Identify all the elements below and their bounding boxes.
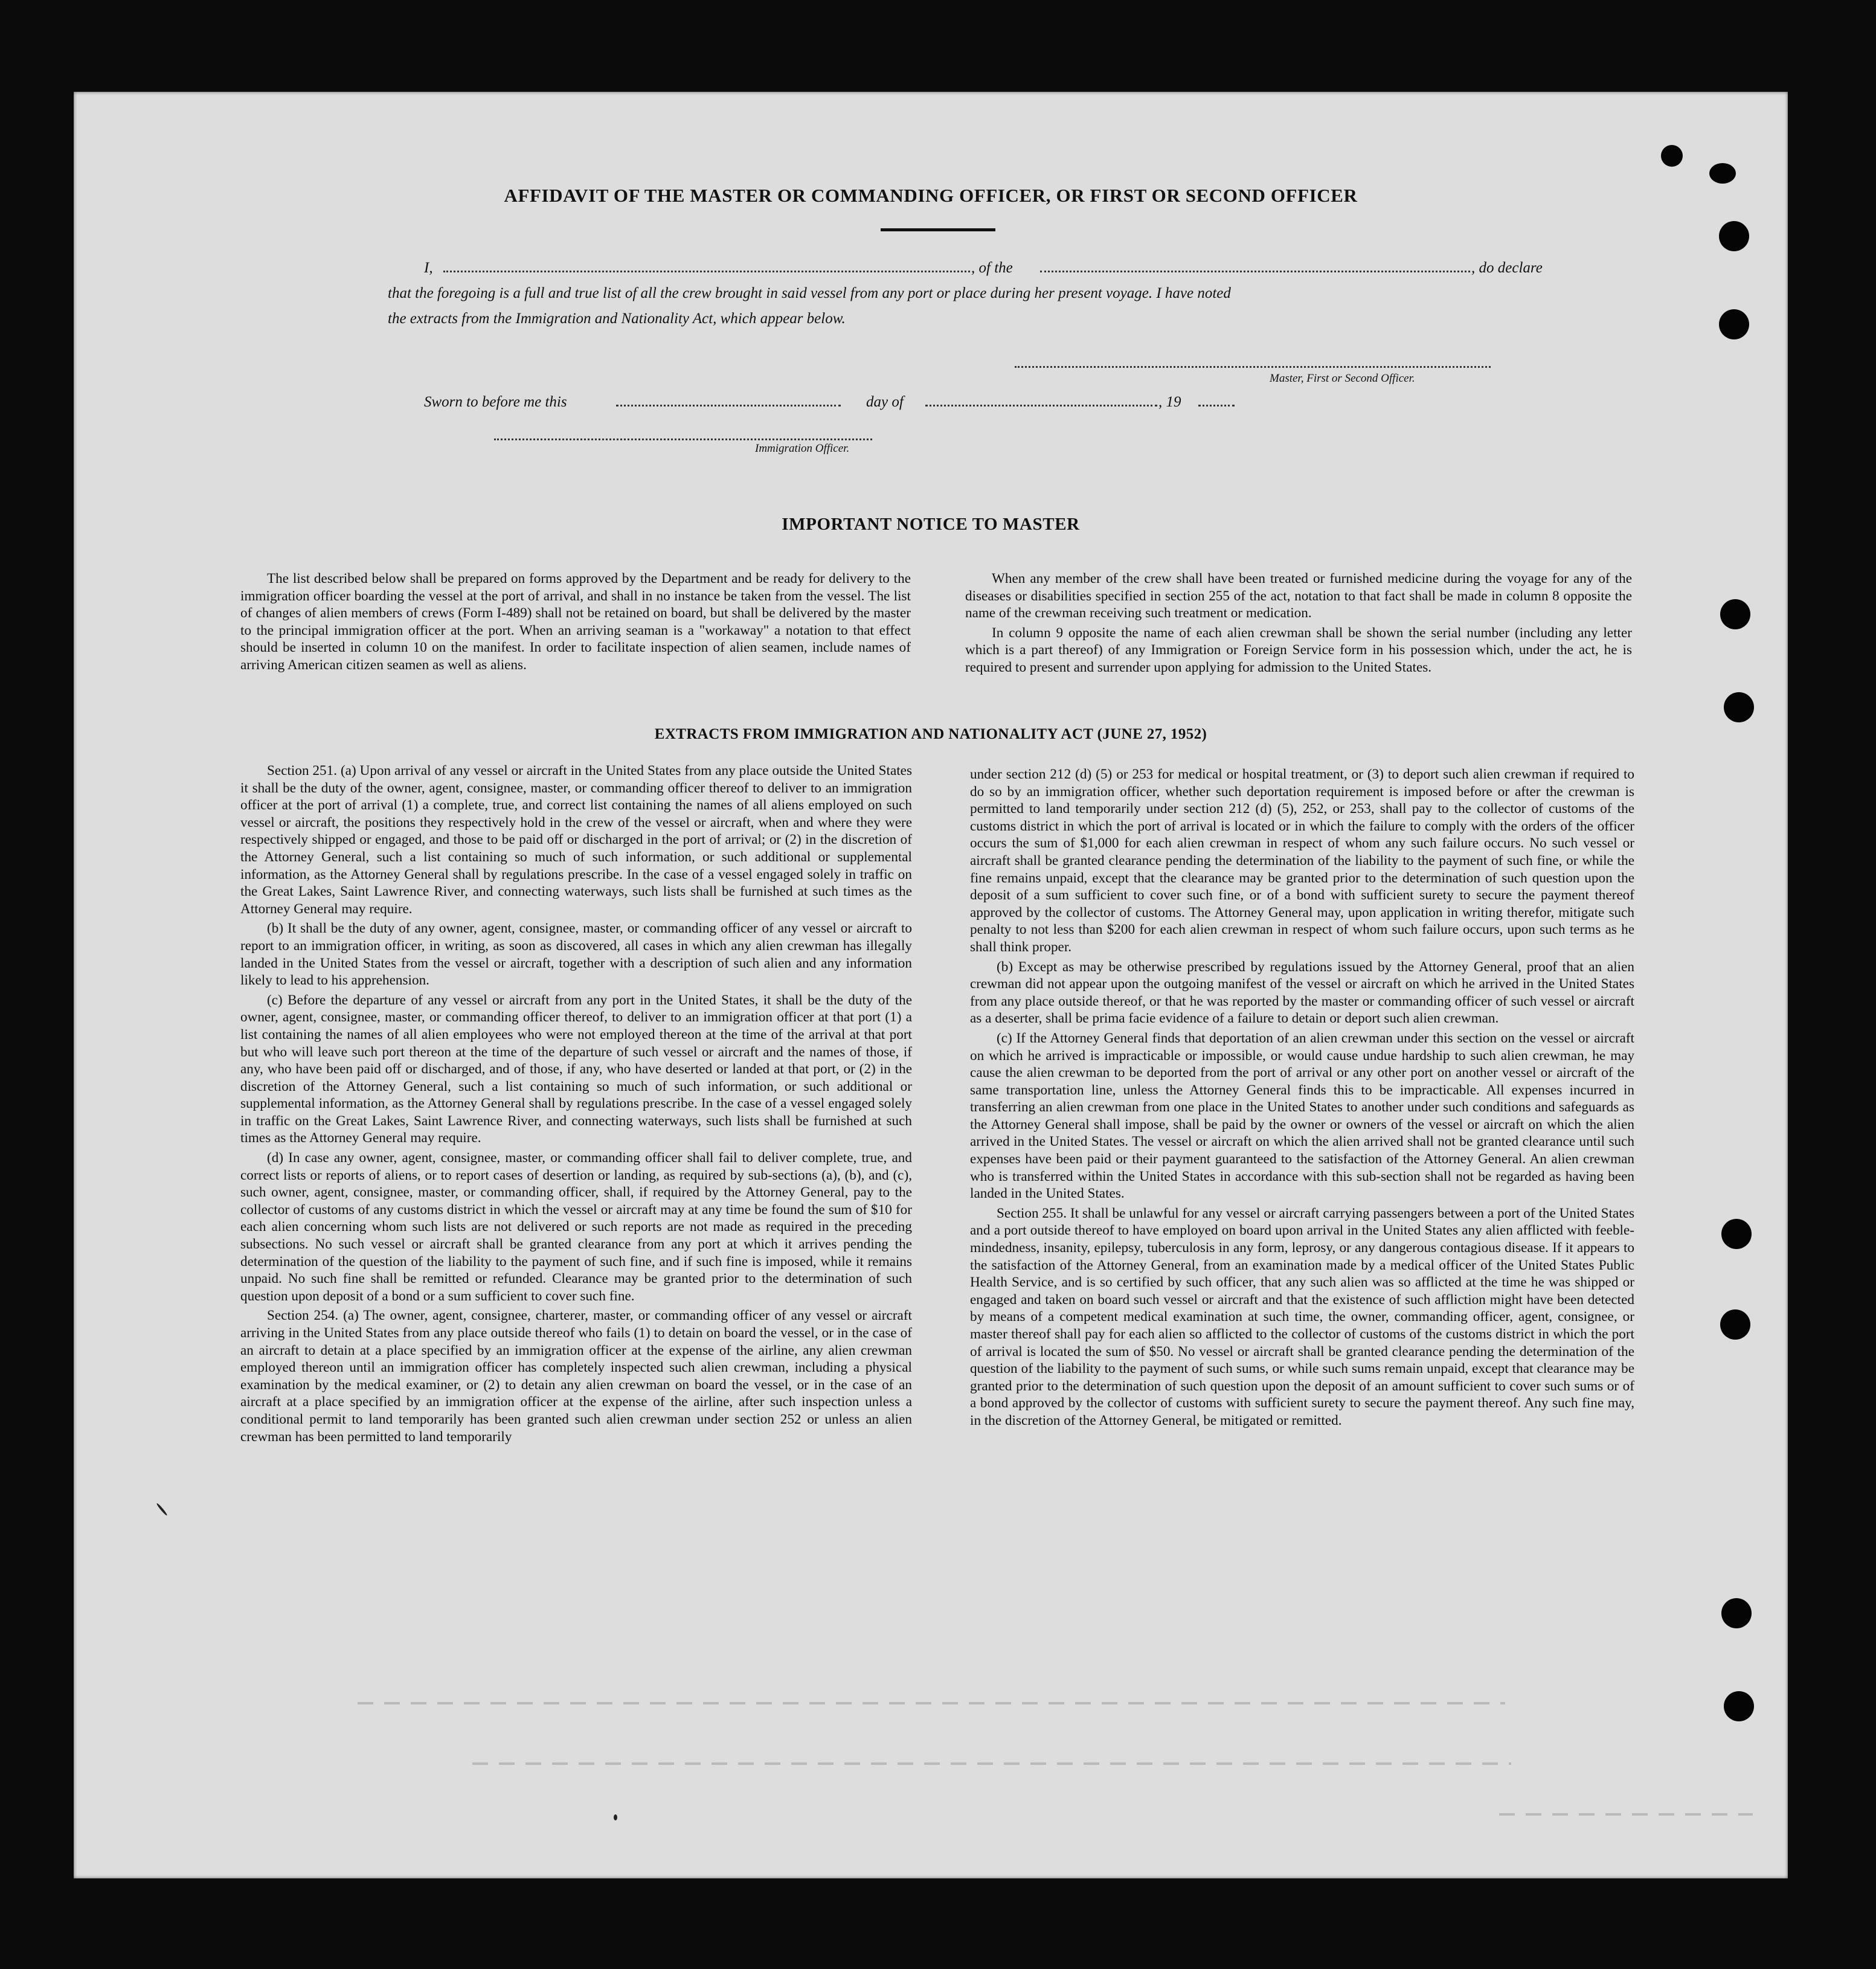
affidavit-line2: that the foregoing is a full and true list of all the crew brought in said vessel from any port or place during her present voyage. I have noted <box>388 285 1231 301</box>
section-254-c: (c) If the Attorney General finds that deportation of an alien crewman under this section on the vessel or aircraft on which he arrived is impracticable or impossible, or would cause undue hardship to such alien crewman, he may cause the alien crewman to be deported from the port of arrival or any other port on another vessel or aircraft of the same transportation line, unless the Attorney General finds this to be impracticable. All expenses incurred in transferring an alien crewman from one place in the United States to another under such conditions and safeguards as the Attorney General shall impose, shall be paid by the owner or owners of the vessel or aircraft on which the alien arrived in the United States. The vessel or aircraft on which the alien arrived shall not be granted clearance until such expenses have been paid or their payment guaranteed to the satisfaction of the Attorney General. An alien crewman who is transferred within the United States in accordance with this sub-section shall not be regarded as having been landed in the United States. <box>970 1030 1634 1202</box>
binder-hole <box>1719 221 1749 251</box>
section-254-b: (b) Except as may be otherwise prescribed by regulations issued by the Attorney General, proof that an alien crewman did not appear upon the outgoing manifest of the vessel or aircraft on which he arrived in the United States from any place outside thereof, or that he was reported by the master or commanding officer of such vessel or aircraft as a deserter, shall be prima facie evidence of a failure to detain or deport such alien crewman. <box>970 959 1634 1027</box>
bleed-through-row <box>358 1702 1505 1704</box>
section-251-d: (d) In case any owner, agent, consignee, master, or commanding officer shall fail to deliver complete, true, and correct lists or reports of aliens, or to report cases of desertion or landing, as required by sub-sections (a), (b), and (c), such owner, agent, consignee, master, or commanding officer, shall, if required by the Attorney General, pay to the collector of customs of any customs district in which the vessel or aircraft may at any time be found the sum of $10 for each alien concerning whom such lists are not delivered or such reports are not made as required in the preceding subsections. No such vessel or aircraft shall be granted clearance from any port at which it arrives pending the determination of the question of the liability to the payment of such fine, and if such fine is imposed, while it remains unpaid. No such fine shall be remitted or refunded. Clearance may be granted prior to the determination of such question upon deposit of a bond or a sum sufficient to cover such fine. <box>240 1150 912 1304</box>
sworn-year-label: , 19 <box>1158 394 1181 410</box>
paper-speck <box>614 1814 617 1820</box>
affidavit-title: AFFIDAVIT OF THE MASTER OR COMMANDING OFFICER, OR FIRST OR SECOND OFFICER <box>504 185 1358 206</box>
bleed-through-row <box>1499 1813 1753 1816</box>
section-255: Section 255. It shall be unlawful for any vessel or aircraft carrying passengers between a port of the United States and a port outside thereof to have employed on board upon arrival in the United States any alien afflicted with feeble-mindedness, insanity, epilepsy, tuberculosis in any form, leprosy, or any dangerous contagious disease. If it appears to the satisfaction of the Attorney General, from an examination made by a medical officer of the United States Public Health Service, and is so certified by such officer, that any such alien was so afflicted at the time he was shipped or engaged and taken on board such vessel or aircraft and that the existence of such affliction might have been detected by means of a competent medical examination at such time, the owner, commanding officer, agent, consignee, or master thereof shall pay for each alien so afflicted to the collector of customs of the customs district in which the port of arrival is located the sum of $50. No vessel or aircraft shall be granted clearance pending the determination of the question of the liability to the payment of such sums, or while such sums remain unpaid, except that clearance may be granted prior to the determination of such question upon the deposit of an amount sufficient to cover such sums or of a bond approved by the collector of customs with sufficient surety to secure the payment thereof. Any such fine may, in the discretion of the Attorney General, be mitigated or remitted. <box>970 1205 1634 1428</box>
affidavit-line1-mid: , of the <box>971 260 1013 276</box>
title-rule <box>881 228 995 231</box>
vessel-blank-line <box>1040 271 1470 272</box>
sworn-prefix: Sworn to before me this <box>424 394 567 410</box>
binder-hole <box>1721 1598 1752 1628</box>
notice-left-paragraph: The list described below shall be prepared on forms approved by the Department and be ready for delivery to the immigration officer boarding the vessel at the port of arrival, and shall in no instance be taken from the vessel. The list of changes of alien members of crews (Form I-489) shall not be retained on board, but shall be delivered by the master to the principal immigration officer at the port. When an arriving seaman is a "workaway" a notation to that effect should be inserted in column 10 on the manifest. In order to facilitate inspection of alien seamen, include names of arriving American citizen seamen as well as aliens. <box>240 571 911 673</box>
ink-blot <box>1709 163 1736 184</box>
section-251-b: (b) It shall be the duty of any owner, agent, consignee, master, or commanding officer of any vessel or aircraft to report to an immigration officer, in writing, as soon as discovered, all cases in which any alien crewman has illegally landed in the United States from the vessel or aircraft, together with a description of such alien and any information likely to lead to his apprehension. <box>240 920 912 989</box>
section-251-c: (c) Before the departure of any vessel or aircraft from any port in the United States, it shall be the duty of the owner, agent, consignee, master, or commanding officer thereof, to deliver to an immigration officer at that port (1) a list containing the names of all alien employees who were not employed thereon at the time of the arrival at that port but who will leave such port thereon at the time of the departure of such vessel or aircraft and the names of those, if any, who have been paid off or discharged, and of those, if any, who have deserted or landed at that port, or (2) in the discretion of the Attorney General, such a list containing so much of such information, or such additional or supplemental information, as the Attorney General shall by regulations prescribe. In the case of a vessel engaged solely in traffic on the Great Lakes, Saint Lawrence River, and connecting waterways, such lists shall be furnished at such times as the Attorney General may require. <box>240 992 912 1146</box>
sworn-day-label: day of <box>866 394 904 410</box>
document-page <box>74 92 1788 1878</box>
extracts-title: EXTRACTS FROM IMMIGRATION AND NATIONALITY ACT (JUNE 27, 1952) <box>654 726 1207 742</box>
sworn-day-blank <box>616 405 841 406</box>
paper-mark <box>156 1503 168 1516</box>
name-blank-line <box>443 271 970 272</box>
section-251-a: Section 251. (a) Upon arrival of any vessel or aircraft in the United States from any place outside the United States it shall be the duty of the owner, agent, consignee, master, or commanding officer thereof to deliver to an immigration officer at the port of arrival (1) a complete, true, and correct list containing the names of all aliens employed on such vessel or aircraft, the positions they respectively hold in the crew of the vessel or aircraft, when and where they were respectively shipped or engaged, and those to be paid off or discharged in the port of arrival; or (2) in the discretion of the Attorney General, such a list containing so much of such information, or such additional or supplemental information, as the Attorney General shall by regulations prescribe. In the case of a vessel engaged solely in traffic on the Great Lakes, Saint Lawrence River, and connecting waterways, such lists shall be furnished at such times as the Attorney General may require. <box>240 763 912 917</box>
affidavit-line1-suffix: , do declare <box>1471 260 1543 276</box>
master-signature-line <box>1015 366 1491 368</box>
binder-hole <box>1724 692 1754 722</box>
master-signature-label: Master, First or Second Officer. <box>1270 372 1415 385</box>
extracts-left-column <box>240 762 912 1445</box>
extracts-right-column <box>970 766 1634 1430</box>
ink-blot <box>1661 145 1683 167</box>
binder-hole <box>1720 1309 1750 1340</box>
officer-signature-label: Immigration Officer. <box>755 442 850 455</box>
sworn-year-blank <box>1198 405 1235 406</box>
notice-right-paragraph-2: In column 9 opposite the name of each alien crewman shall be shown the serial number (including any letter which is a part thereof) of any Immigration or Foreign Service form in his possession which, under the act, he is required to present and surrender upon applying for admission to the United States. <box>965 625 1632 675</box>
notice-left-column <box>240 570 911 674</box>
affidavit-line3: the extracts from the Immigration and Nationality Act, which appear below. <box>388 310 846 327</box>
binder-hole <box>1719 309 1749 339</box>
sworn-month-blank <box>925 405 1157 406</box>
officer-signature-line <box>494 438 872 440</box>
binder-hole <box>1724 1691 1754 1721</box>
affidavit-line1-prefix: I, <box>424 260 433 276</box>
binder-hole <box>1721 1219 1752 1249</box>
notice-right-paragraph-1: When any member of the crew shall have been treated or furnished medicine during the voyage for any of the diseases or disabilities specified in section 255 of the act, notation to that fact shall be made in column 8 opposite the name of the crewman receiving such treatment or medication. <box>965 571 1632 622</box>
section-254-a-continued: under section 212 (d) (5) or 253 for medical or hospital treatment, or (3) to deport such alien crewman if required to do so by an immigration officer, whether such deportation requirement is imposed before or after the crewman is permitted to land temporarily under section 212 (d) (5), 252, or 253, shall pay to the collector of customs of the customs district in which the port of arrival is located or in which the failure to comply with the orders of the officer occurs the sum of $1,000 for each alien crewman in respect of whom any such failure occurs. No such vessel or aircraft shall be granted clearance pending the determination of the liability to the payment of such fine, or while the fine remains unpaid, except that the clearance may be granted prior to the determination of such question upon the deposit of a sum sufficient to cover such fine, or of a bond with sufficient surety to secure the payment thereof approved by the collector of customs. The Attorney General may, upon application in writing therefor, mitigate such penalty to not less than $200 for each alien crewman in respect of whom such failure occurs, upon such terms as he shall think proper. <box>970 766 1634 955</box>
section-254-a: Section 254. (a) The owner, agent, consignee, charterer, master, or commanding officer of any vessel or aircraft arriving in the United States from any place outside thereof who fails (1) to detain on board the vessel, or in the case of an aircraft to detain at a place specified by an immigration officer at the expense of the airline, any alien crewman employed thereon until an immigration officer has completely inspected such alien crewman, including a physical examination by the medical examiner, or (2) to detain any alien crewman on board the vessel, or in the case of an aircraft at a place specified by an immigration officer at the expense of the airline, after such inspection unless a conditional permit to land temporarily has been granted such alien crewman under section 252 or unless an alien crewman has been permitted to land temporarily <box>240 1308 912 1445</box>
binder-hole <box>1720 599 1750 629</box>
notice-title: IMPORTANT NOTICE TO MASTER <box>782 515 1080 534</box>
bleed-through-row <box>472 1762 1511 1765</box>
notice-right-column <box>965 570 1632 676</box>
